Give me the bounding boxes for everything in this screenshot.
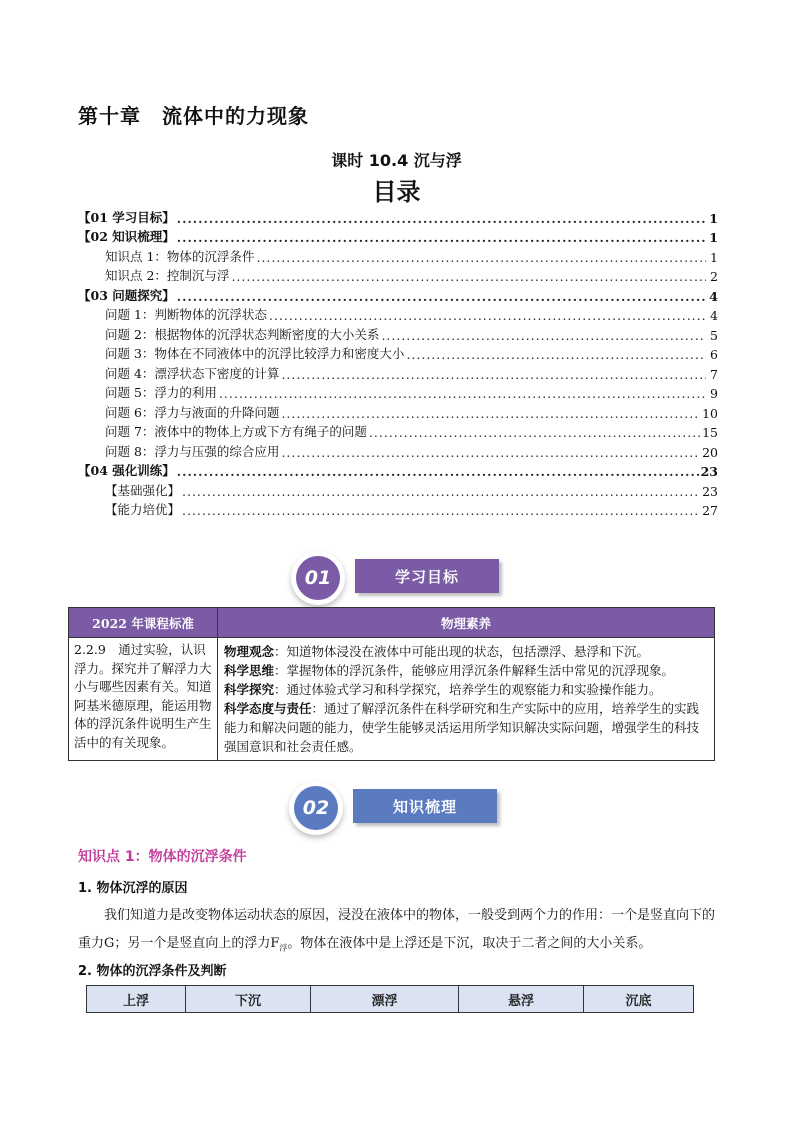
toc-entry-page: 5: [710, 327, 718, 343]
paragraph-text: 。物体在液体中是上浮还是下沉，取决于二者之间的大小关系。: [287, 936, 652, 951]
toc-leader-dots: [231, 269, 706, 284]
paragraph-text: 我们知道力是改变物体运动状态的原因，浸没在液体中的物体，一般受到两个力的作用：一个是竖直向下的重力G；另一个是竖直向上的浮力F: [78, 908, 716, 951]
toc-leader-dots: [177, 289, 706, 304]
toc-entry[interactable]: [78, 226, 718, 246]
toc-leader-dots: [406, 347, 706, 362]
state-cell: 上浮: [87, 986, 186, 1013]
toc-entry[interactable]: [78, 304, 718, 324]
literacy-label: 科学思维: [224, 663, 275, 678]
toc-entry-label: 知识点 2：控制沉与浮: [105, 268, 230, 283]
subscript: 浮: [279, 943, 288, 953]
toc-leader-dots: [177, 230, 706, 245]
toc-entry-label: 【能力培优】: [105, 502, 181, 517]
toc-entry[interactable]: [78, 421, 718, 441]
goal-header-standard: 2022 年课程标准: [69, 608, 218, 638]
literacy-label: 物理观念: [224, 644, 275, 659]
section-badge-goals: [291, 551, 531, 605]
toc-entry-page: 15: [702, 425, 718, 440]
toc-entry[interactable]: [78, 343, 718, 363]
toc-entry-label: 知识点 1：物体的沉浮条件: [105, 248, 255, 264]
toc-entry-page: 1: [709, 230, 718, 245]
toc-leader-dots: [182, 484, 700, 499]
literacy-item: [224, 699, 708, 756]
toc-entry-page: 1: [710, 249, 718, 265]
toc-leader-dots: [369, 425, 700, 440]
toc-entry-page: 20: [702, 444, 718, 460]
toc-entry-page: 1: [709, 210, 718, 226]
toc-leader-dots: [182, 503, 700, 518]
toc-entry[interactable]: [78, 206, 718, 226]
toc-entry[interactable]: [78, 245, 718, 265]
toc-leader-dots: [381, 328, 706, 343]
toc-entry-page: 4: [709, 288, 718, 304]
toc-leader-dots: [281, 406, 700, 421]
chapter-title: 第十章 流体中的力现象: [78, 104, 309, 128]
toc-leader-dots: [281, 445, 700, 460]
toc-entry-label: 【01 学习目标】: [78, 209, 175, 225]
section-number: 02: [294, 786, 338, 830]
toc-title: 目录: [372, 178, 421, 206]
toc-leader-dots: [177, 211, 706, 226]
toc-entry-page: 4: [710, 308, 718, 323]
state-cell: 下沉: [186, 986, 311, 1013]
toc-entry-label: 问题 3：物体在不同液体中的沉浮比较浮力和密度大小: [105, 346, 405, 361]
goal-header-literacy: 物理素养: [218, 608, 715, 638]
section-title: 学习目标: [355, 559, 499, 593]
toc-entry-label: 问题 8：浮力与压强的综合应用: [105, 443, 280, 459]
toc-entry-page: 6: [710, 347, 718, 362]
toc-entry[interactable]: [78, 323, 718, 343]
literacy-text: ：通过体验式学习和科学探究，培养学生的观察能力和实验操作能力。: [274, 682, 662, 697]
toc-entry[interactable]: [78, 284, 718, 304]
lesson-title: 课时 10.4 沉与浮: [331, 151, 462, 170]
literacy-label: 科学态度与责任: [224, 701, 312, 716]
literacy-item: [224, 661, 708, 680]
section-badge-knowledge: [289, 781, 529, 835]
toc-entry-page: 7: [710, 366, 718, 382]
section-number-circle: [291, 551, 345, 605]
toc-entry-label: 【02 知识梳理】: [78, 229, 175, 244]
subheading-1: 1. 物体沉浮的原因: [78, 881, 188, 896]
toc-entry-label: 问题 5：浮力的利用: [105, 385, 217, 400]
toc-leader-dots: [256, 250, 706, 265]
knowledge-point-title: 知识点 1：物体的沉浮条件: [78, 849, 247, 865]
toc-entry[interactable]: [78, 440, 718, 460]
toc-entry[interactable]: [78, 362, 718, 382]
body-paragraph: [78, 902, 718, 963]
toc-entry-label: 问题 7：液体中的物体上方或下方有绳子的问题: [105, 424, 367, 439]
toc-leader-dots: [219, 386, 706, 401]
toc-entry-page: 9: [710, 386, 718, 401]
literacy-item: [224, 680, 708, 699]
toc-entry[interactable]: [78, 401, 718, 421]
toc-entry-label: 问题 1：判断物体的沉浮状态: [105, 307, 267, 322]
toc-entry-page: 23: [700, 464, 718, 479]
toc-entry-page: 10: [702, 405, 718, 421]
toc-entry[interactable]: [78, 382, 718, 402]
toc-entry-page: 23: [702, 483, 718, 499]
subheading-2: 2. 物体的沉浮条件及判断: [78, 964, 227, 979]
toc-entry-label: 问题 2：根据物体的沉浮状态判断密度的大小关系: [105, 326, 380, 342]
literacy-text: ：掌握物体的浮沉条件，能够应用浮沉条件解释生活中常见的沉浮现象。: [274, 663, 675, 678]
state-cell: 沉底: [584, 986, 694, 1013]
toc-entry-label: 【基础强化】: [105, 482, 181, 498]
toc-leader-dots: [281, 367, 706, 382]
section-number-circle: [289, 781, 343, 835]
toc-leader-dots: [177, 464, 699, 479]
toc-entry-page: 2: [710, 269, 718, 284]
curriculum-standard: 2.2.9 通过实验，认识浮力。探究并了解浮力大小与哪些因素有关。知道阿基米德原理，能运用物体的浮沉条件说明生产生活中的有关现象。: [69, 638, 218, 761]
toc-entry-label: 问题 6：浮力与液面的升降问题: [105, 404, 280, 420]
literacy-text: ：通过了解浮沉条件在科学研究和生产实际中的应用，培养学生的实践能力和解决问题的能力，使学生能够灵活运用所学知识解决实际问题，增强学生的科技强国意识和社会责任感。: [224, 701, 700, 754]
table-of-contents: [78, 206, 718, 518]
section-number: 01: [296, 556, 340, 600]
learning-goals-table: [68, 607, 715, 761]
literacy-item: [224, 642, 708, 661]
literacy-text: ：知道物体浸没在液体中可能出现的状态，包括漂浮、悬浮和下沉。: [274, 644, 650, 659]
literacy-label: 科学探究: [224, 682, 275, 697]
toc-entry-label: 问题 4：漂浮状态下密度的计算: [105, 365, 280, 381]
toc-leader-dots: [269, 308, 706, 323]
state-cell: 悬浮: [459, 986, 584, 1013]
toc-entry-label: 【04 强化训练】: [78, 463, 175, 478]
toc-entry[interactable]: [78, 265, 718, 285]
toc-entry[interactable]: [78, 499, 718, 519]
section-title: 知识梳理: [353, 789, 497, 823]
literacy-list: [218, 638, 715, 761]
state-cell: 漂浮: [311, 986, 459, 1013]
toc-entry-page: 27: [702, 503, 718, 518]
toc-entry[interactable]: [78, 479, 718, 499]
toc-entry-label: 【03 问题探究】: [78, 287, 175, 303]
toc-entry[interactable]: [78, 460, 718, 480]
float-sink-conditions-table: [86, 985, 694, 1013]
